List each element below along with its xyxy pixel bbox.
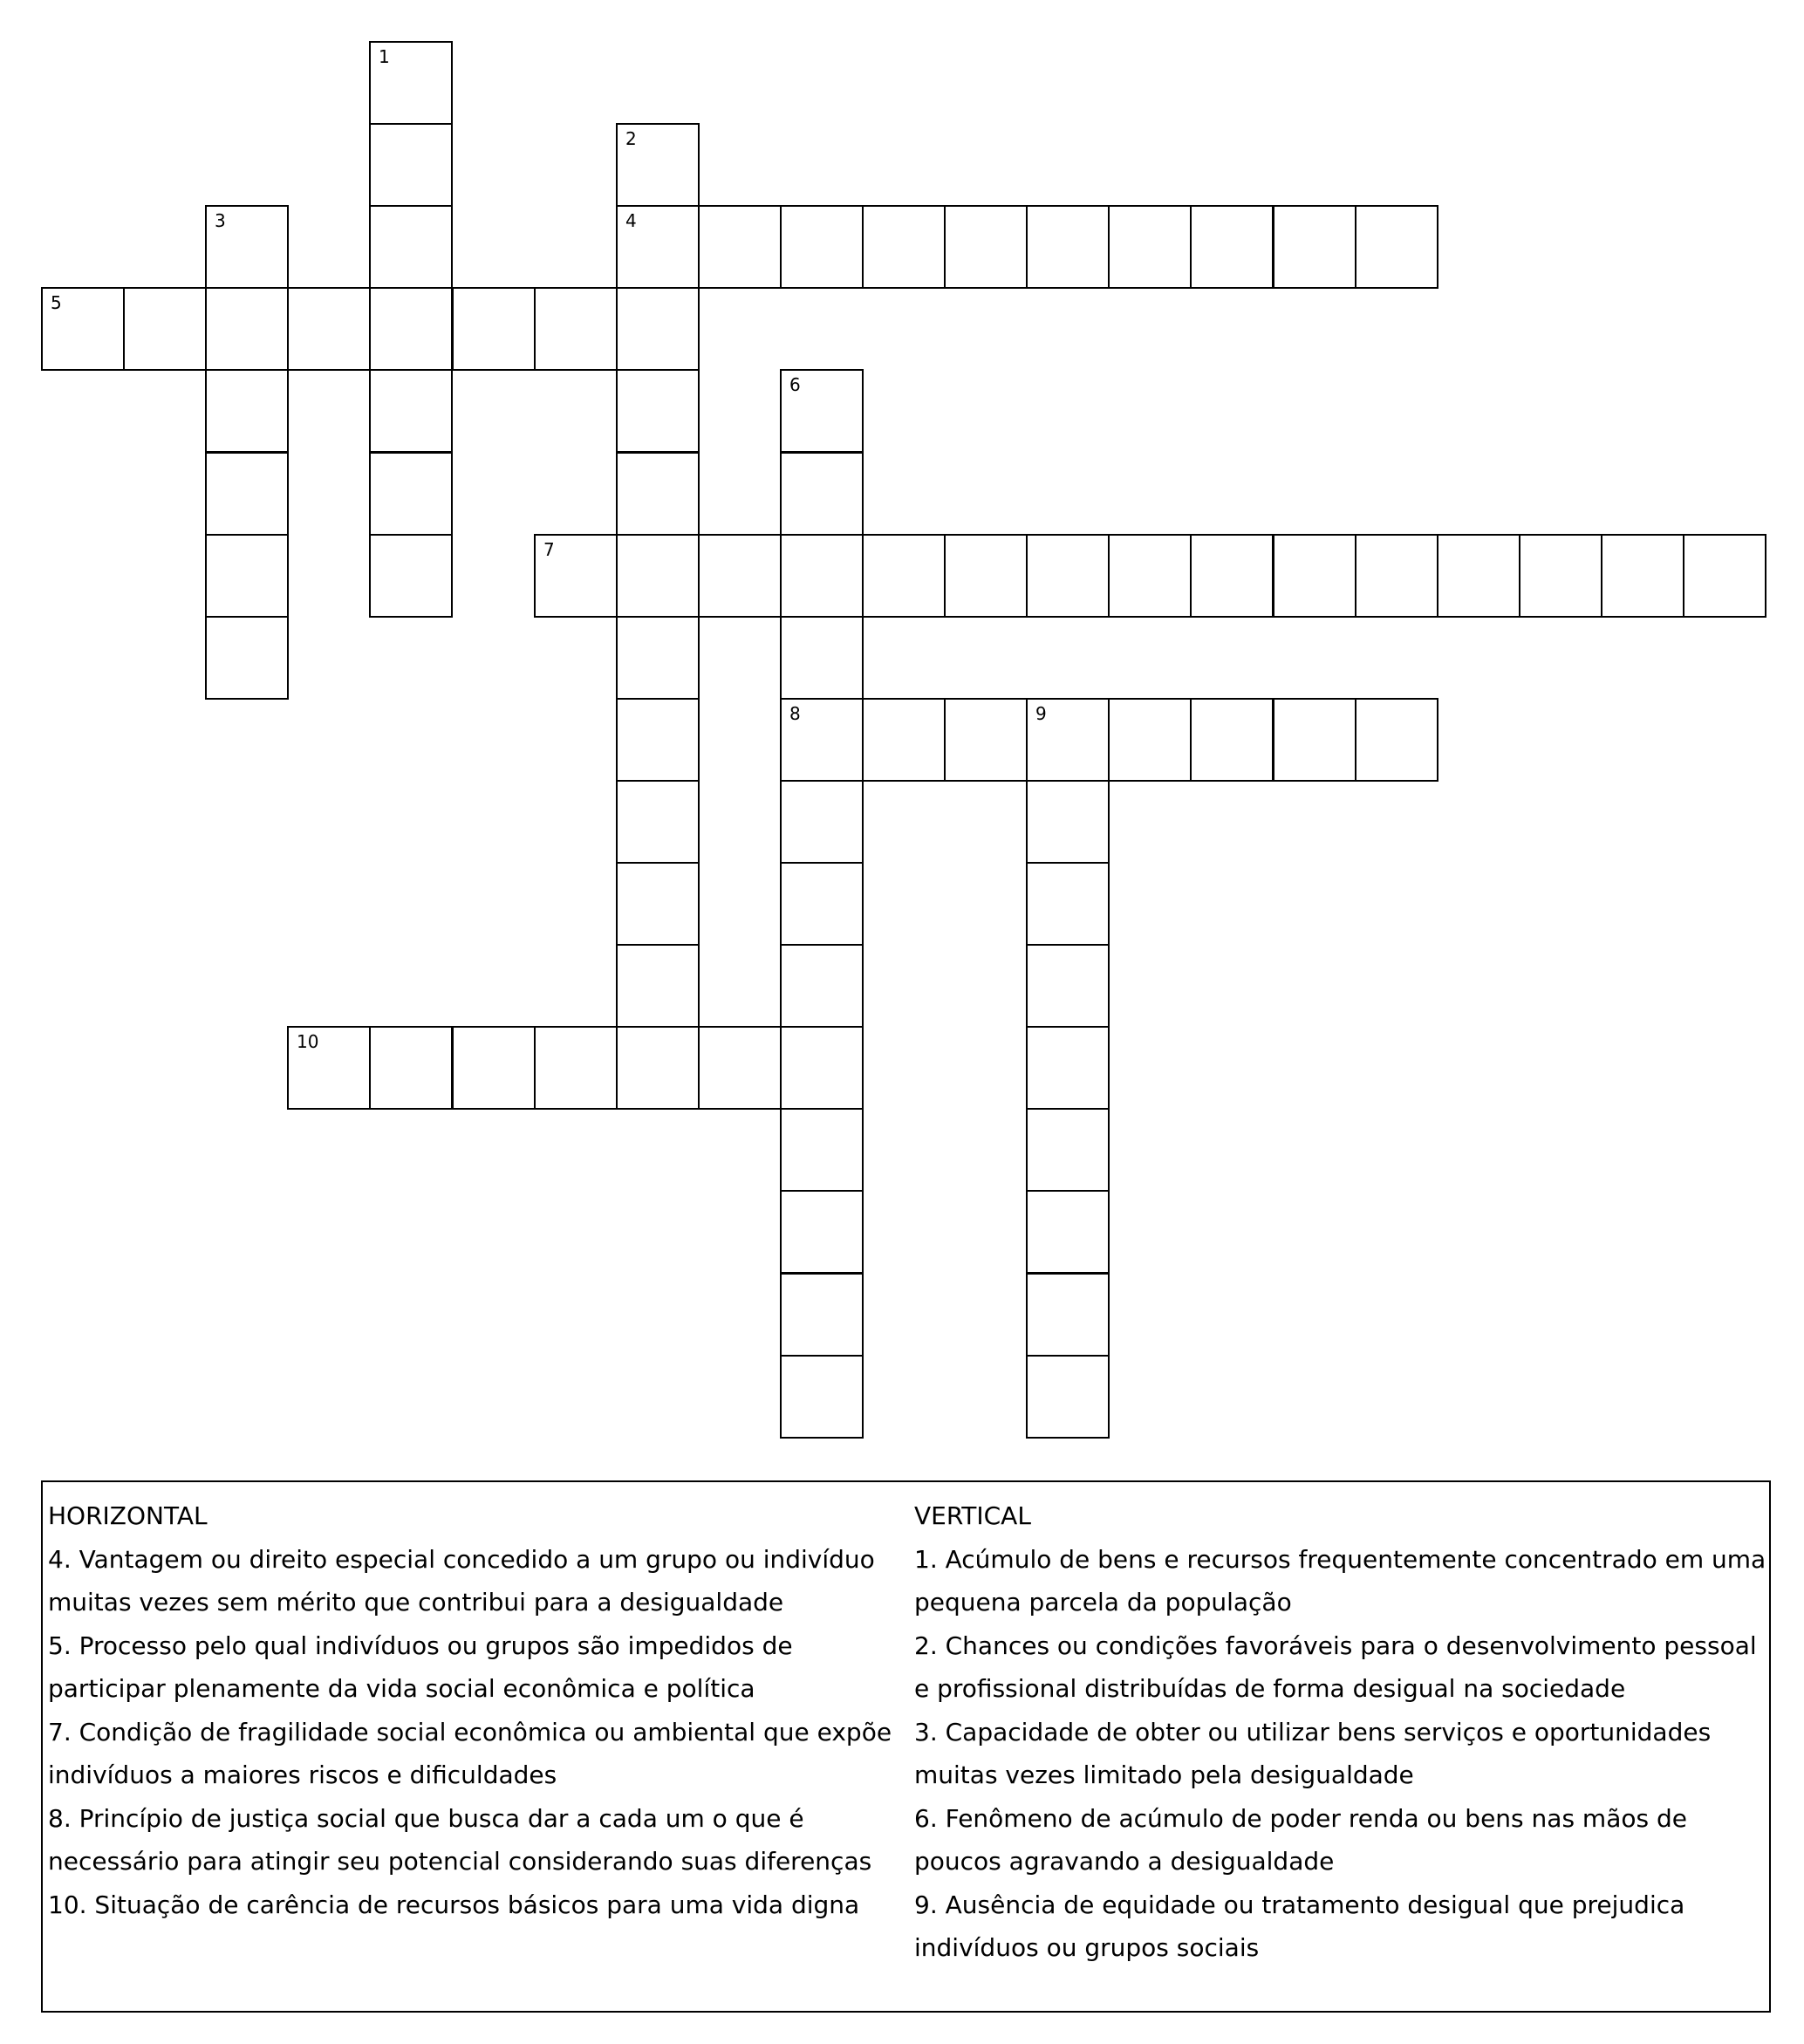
crossword-cell[interactable] (1026, 780, 1110, 864)
clue-down-6: 6. Fenômeno de acúmulo de poder renda ou bens nas mãos de poucos agravando a desigualdade (914, 1803, 1687, 1876)
crossword-cell[interactable] (1601, 534, 1684, 618)
crossword-cell[interactable] (369, 41, 453, 125)
crossword-cell[interactable] (1355, 534, 1438, 618)
crossword-cell[interactable] (862, 534, 946, 618)
horizontal-clues (48, 1494, 912, 1926)
crossword-cell[interactable] (616, 616, 700, 700)
crossword-cell[interactable] (944, 698, 1028, 782)
crossword-cell[interactable] (862, 698, 946, 782)
crossword-cell[interactable] (369, 369, 453, 453)
crossword-cell[interactable] (1026, 205, 1110, 289)
clue-number: 4 (625, 210, 637, 231)
crossword-cell[interactable] (205, 534, 289, 618)
clue-number: 1 (379, 46, 390, 67)
crossword-cell[interactable] (780, 862, 864, 946)
crossword-cell[interactable] (1355, 698, 1438, 782)
crossword-cell[interactable] (1683, 534, 1766, 618)
clue-number: 10 (297, 1031, 319, 1052)
crossword-cell[interactable] (205, 205, 289, 289)
crossword-cell[interactable] (780, 780, 864, 864)
crossword-cell[interactable] (1026, 1108, 1110, 1192)
crossword-cell[interactable] (780, 1273, 864, 1357)
crossword-cell[interactable] (780, 1108, 864, 1192)
crossword-cell[interactable] (1026, 534, 1110, 618)
crossword-cell[interactable] (616, 287, 700, 371)
crossword-cell[interactable] (780, 944, 864, 1028)
crossword-cell[interactable] (616, 1026, 700, 1110)
crossword-cell[interactable] (1190, 698, 1274, 782)
vertical-clues (914, 1494, 1769, 1970)
clue-number: 2 (625, 128, 637, 149)
clue-box (41, 1480, 1771, 2013)
crossword-cell[interactable] (1026, 1026, 1110, 1110)
crossword-cell[interactable] (369, 123, 453, 207)
crossword-cell[interactable] (1190, 205, 1274, 289)
crossword-cell[interactable] (616, 780, 700, 864)
crossword-cell[interactable] (616, 205, 700, 289)
crossword-cell[interactable] (698, 534, 782, 618)
crossword-cell[interactable] (1026, 1190, 1110, 1274)
crossword-cell[interactable] (780, 616, 864, 700)
crossword-cell[interactable] (534, 534, 618, 618)
crossword-cell[interactable] (287, 1026, 371, 1110)
crossword-cell[interactable] (780, 534, 864, 618)
crossword-cell[interactable] (944, 205, 1028, 289)
crossword-cell[interactable] (616, 534, 700, 618)
crossword-cell[interactable] (616, 123, 700, 207)
crossword-cell[interactable] (616, 862, 700, 946)
crossword-cell[interactable] (780, 1355, 864, 1439)
clue-number: 8 (789, 703, 801, 724)
crossword-cell[interactable] (1273, 205, 1356, 289)
crossword-cell[interactable] (534, 287, 618, 371)
crossword-cell[interactable] (780, 698, 864, 782)
crossword-cell[interactable] (698, 1026, 782, 1110)
crossword-cell[interactable] (616, 369, 700, 453)
clue-across-5: 5. Processo pelo qual indivíduos ou grupos são impedidos de participar plenamente da vida social econômica e política (48, 1630, 793, 1703)
crossword-cell[interactable] (862, 205, 946, 289)
crossword-cell[interactable] (205, 452, 289, 536)
crossword-cell[interactable] (1190, 534, 1274, 618)
crossword-cell[interactable] (369, 287, 453, 371)
crossword-cell[interactable] (944, 534, 1028, 618)
crossword-cell[interactable] (1355, 205, 1438, 289)
crossword-cell[interactable] (369, 1026, 453, 1110)
crossword-cell[interactable] (1026, 1273, 1110, 1357)
crossword-cell[interactable] (1273, 698, 1356, 782)
clue-across-7: 7. Condição de fragilidade social econômica ou ambiental que expõe indivíduos a maiores riscos e dificuldades (48, 1717, 892, 1789)
clue-number: 9 (1035, 703, 1047, 724)
clue-down-9: 9. Ausência de equidade ou tratamento desigual que prejudica indivíduos ou grupos sociais (914, 1890, 1685, 1962)
clue-down-2: 2. Chances ou condições favoráveis para o desenvolvimento pessoal e profissional distribuídas de forma desigual na sociedade (914, 1630, 1757, 1703)
crossword-cell[interactable] (780, 1026, 864, 1110)
clue-number: 7 (543, 539, 555, 560)
clue-number: 3 (215, 210, 226, 231)
crossword-cell[interactable] (1108, 205, 1192, 289)
clue-number: 5 (51, 292, 62, 313)
crossword-cell[interactable] (1108, 534, 1192, 618)
crossword-cell[interactable] (369, 534, 453, 618)
vertical-heading: VERTICAL (914, 1501, 1031, 1530)
crossword-cell[interactable] (698, 205, 782, 289)
horizontal-heading: HORIZONTAL (48, 1501, 208, 1530)
crossword-cell[interactable] (1026, 698, 1110, 782)
crossword-cell[interactable] (123, 287, 207, 371)
crossword-cell[interactable] (1026, 862, 1110, 946)
crossword-cell[interactable] (1437, 534, 1520, 618)
crossword-cell[interactable] (1026, 1355, 1110, 1439)
crossword-cell[interactable] (534, 1026, 618, 1110)
crossword-cell[interactable] (205, 616, 289, 700)
crossword-cell[interactable] (780, 369, 864, 453)
crossword-cell[interactable] (780, 452, 864, 536)
clue-down-1: 1. Acúmulo de bens e recursos frequentemente concentrado em uma pequena parcela da população (914, 1544, 1766, 1617)
crossword-cell[interactable] (1519, 534, 1602, 618)
crossword-cell[interactable] (452, 287, 536, 371)
crossword-cell[interactable] (287, 287, 371, 371)
crossword-cell[interactable] (616, 698, 700, 782)
clue-across-10: 10. Situação de carência de recursos básicos para uma vida digna (48, 1890, 860, 1919)
crossword-cell[interactable] (452, 1026, 536, 1110)
crossword-cell[interactable] (616, 452, 700, 536)
clue-down-3: 3. Capacidade de obter ou utilizar bens serviços e oportunidades muitas vezes limitado pela desigualdade (914, 1717, 1712, 1789)
crossword-cell[interactable] (205, 369, 289, 453)
crossword-cell[interactable] (1108, 698, 1192, 782)
clue-across-4: 4. Vantagem ou direito especial concedido a um grupo ou indivíduo muitas vezes sem mérito que contribui para a desigualdade (48, 1544, 875, 1617)
crossword-cell[interactable] (1273, 534, 1356, 618)
clue-number: 6 (789, 374, 801, 395)
crossword-cell[interactable] (369, 452, 453, 536)
crossword-cell[interactable] (369, 205, 453, 289)
crossword-cell[interactable] (780, 1190, 864, 1274)
clue-across-8: 8. Princípio de justiça social que busca dar a cada um o que é necessário para atingir seu potencial considerando suas diferenças (48, 1803, 872, 1876)
crossword-cell[interactable] (205, 287, 289, 371)
crossword-cell[interactable] (780, 205, 864, 289)
crossword-cell[interactable] (616, 944, 700, 1028)
crossword-cell[interactable] (41, 287, 125, 371)
crossword-cell[interactable] (1026, 944, 1110, 1028)
